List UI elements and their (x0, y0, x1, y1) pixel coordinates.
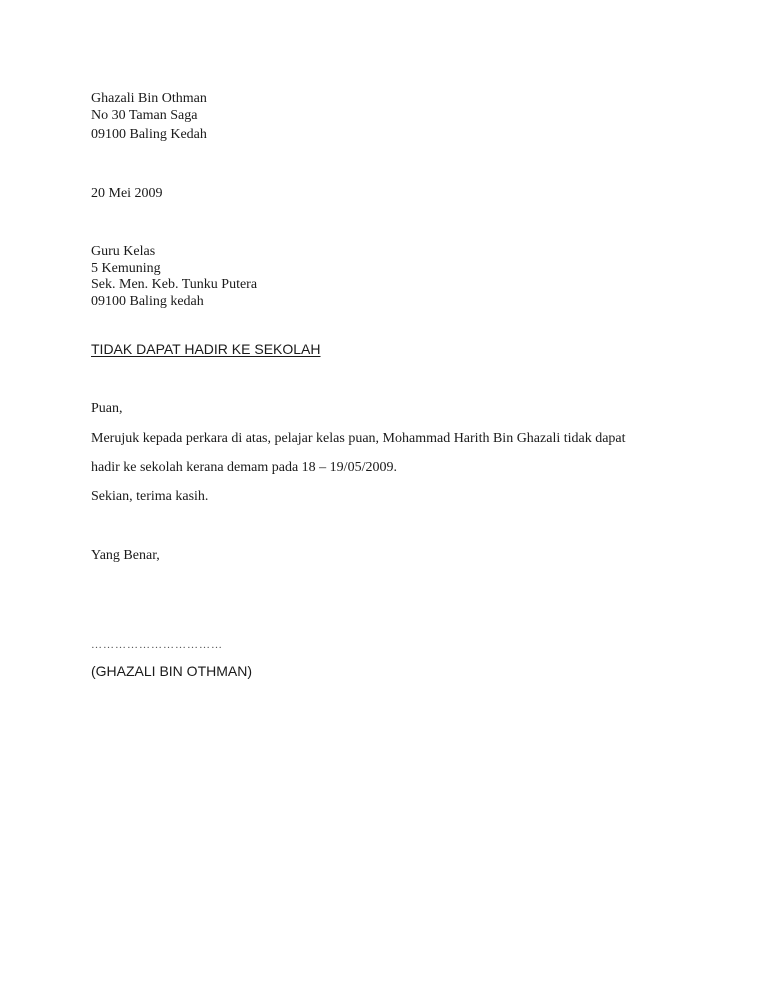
closing: Yang Benar, (91, 548, 160, 563)
sender-name: Ghazali Bin Othman (91, 91, 207, 106)
body-line-3: Sekian, terima kasih. (91, 489, 209, 504)
salutation: Puan, (91, 401, 123, 416)
body-line-1: Merujuk kepada perkara di atas, pelajar kelas puan, Mohammad Harith Bin Ghazali tidak dapat (91, 431, 626, 446)
recipient-school: Sek. Men. Keb. Tunku Putera (91, 277, 258, 292)
letter-date: 20 Mei 2009 (91, 186, 163, 201)
signatory-name: (GHAZALI BIN OTHMAN) (91, 663, 253, 679)
recipient-title: Guru Kelas (91, 244, 156, 259)
sender-address-line1: No 30 Taman Saga (91, 108, 198, 123)
recipient-class: 5 Kemuning (91, 261, 161, 276)
sender-address-line2: 09100 Baling Kedah (91, 127, 207, 142)
body-line-2: hadir ke sekolah kerana demam pada 18 – 19/05/2009. (91, 460, 397, 475)
letter-subject: TIDAK DAPAT HADIR KE SEKOLAH (91, 341, 321, 357)
signature-line: …………………………… (91, 639, 223, 651)
recipient-address: 09100 Baling kedah (91, 294, 204, 309)
